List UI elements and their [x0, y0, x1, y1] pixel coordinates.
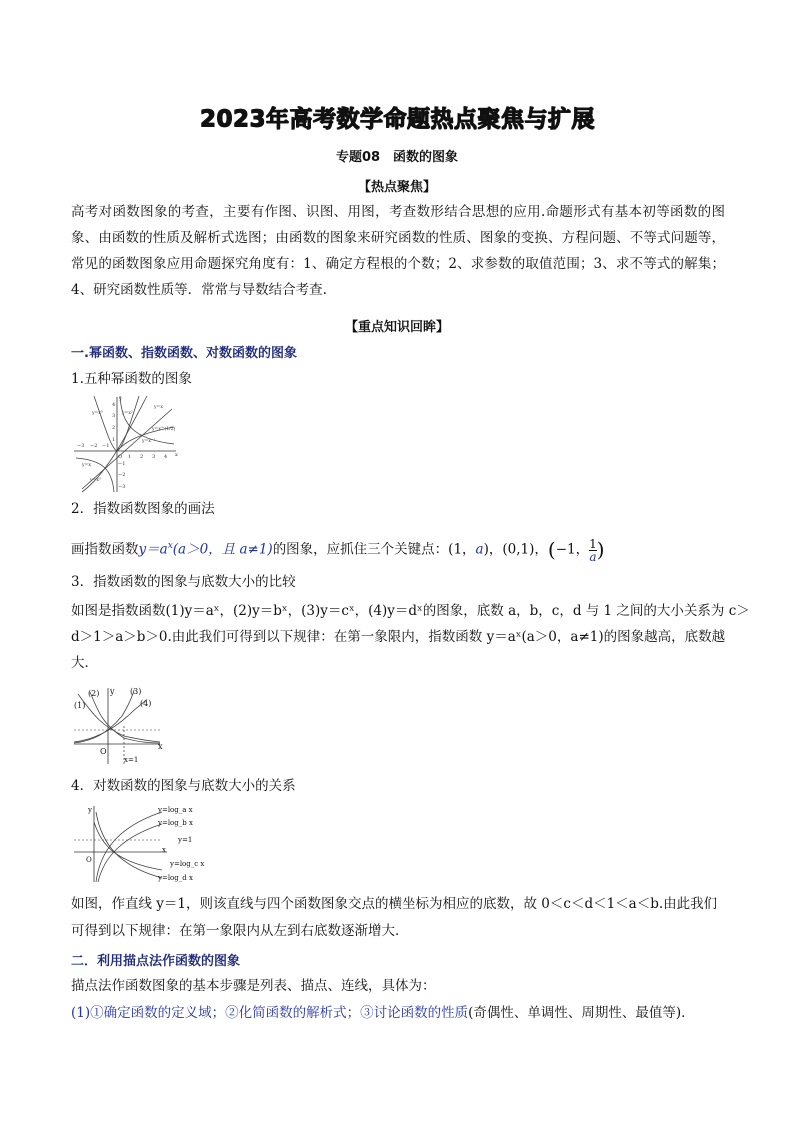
curve-label: y=x^(1/2) — [152, 427, 176, 432]
x-tick: 3 — [152, 454, 156, 460]
axis-x-label: x — [175, 452, 178, 458]
curve-label: (2) — [88, 689, 100, 698]
item3-line1: 如图是指数函数(1)y＝aˣ，(2)y＝bˣ，(3)y＝cˣ，(4)y＝dˣ的图象，底数 a，b，c，d 与 1 之间的大小关系为 c＞ — [71, 603, 750, 619]
y-tick: 3 — [112, 413, 116, 419]
curve-label: y=x — [82, 463, 91, 468]
item3-line2: d＞1＞a＞b＞0.由此我们可得到以下规律：在第一象限内，指数函数 y＝aˣ(a＞0，a≠1)的图象越高，底数越 — [71, 629, 726, 645]
curve-label: y=log_c x — [170, 860, 205, 868]
x-tick: 4 — [164, 454, 168, 460]
item2-label: 2．指数函数图象的画法 — [71, 501, 215, 517]
section1-heading: 一.幂函数、指数函数、对数函数的图象 — [71, 346, 297, 361]
power-function-figure — [72, 394, 182, 494]
item3-line3: 大． — [71, 655, 98, 671]
document-title: 2023年高考数学命题热点聚焦与扩展 — [199, 106, 595, 132]
x-tick: −2 — [90, 443, 98, 449]
curve-label: y=x⁻¹ — [142, 439, 156, 444]
curve-label: y=log_d x — [158, 874, 193, 882]
item2-text: 画指数函数$y=a^x(a>0$，且 a≠1)的图象，应抓住三个关键点：(1，a)，(0,1)，(−1， $\frac{1}{a}$ ) — [71, 536, 605, 564]
x-tick: −3 — [77, 443, 85, 449]
section2-line2: (1)①确定函数的定义域；②化简函数的解析式；③讨论函数的性质(奇偶性、单调性、周期性、最值等)． — [71, 1005, 695, 1021]
x-tick: O — [118, 454, 123, 460]
logarithm-function-figure — [72, 802, 212, 886]
topic-subtitle: 专题08 函数的图象 — [335, 150, 459, 165]
curve-label: (3) — [130, 687, 142, 696]
y-tick: −3 — [118, 484, 126, 490]
curve-label: y=log_b x — [158, 819, 193, 827]
axis-x-label: x — [162, 846, 166, 854]
x-tick: 1 — [128, 454, 132, 460]
curve-label: y=x³ — [92, 411, 103, 416]
curve-label: y=x³ — [90, 478, 101, 483]
y-tick: 1 — [112, 437, 116, 443]
curve-label: (1) — [74, 701, 86, 710]
origin-label: O — [86, 856, 92, 864]
axis-x-label: x — [158, 742, 163, 751]
y-tick: −2 — [118, 472, 126, 478]
item4-label: 4．对数函数的图象与底数大小的关系 — [71, 778, 296, 794]
section2-heading: 二．利用描点法作函数的图象 — [71, 954, 241, 969]
item1-label: 1.五种幂函数的图象 — [71, 371, 192, 387]
axis-y-label: y — [110, 687, 115, 696]
x-tick: 2 — [140, 454, 144, 460]
y-tick: 2 — [112, 425, 116, 431]
item3-label: 3．指数函数的图象与底数大小的比较 — [71, 574, 296, 590]
curve-label: y=x — [154, 405, 163, 410]
vline-label: x=1 — [124, 756, 139, 764]
hot-paragraph: 高考对函数图象的考查，主要有作图、识图、用图，考查数形结合思想的应用.命题形式有基本初等函数的图象、由函数的性质及解析式选图；由函数的图象来研究函数的性质、图象的变换、方程问题、不等式问题等，常见的函数图象应用命题探究角度有：1、确定方程根的个数；2、求参数的取值范围；3、求不等式的解集；4、研究函数性质等．常常与导数结合考查. — [71, 204, 725, 298]
item4-line2: 可得到以下规律：在第一象限内从左到右底数逐渐增大． — [71, 923, 409, 939]
axis-y-label: y — [119, 396, 122, 402]
item4-line1: 如图，作直线 y＝1，则该直线与四个函数图象交点的横坐标为相应的底数，故 0＜c＜d＜1＜a＜b.由此我们 — [71, 896, 718, 912]
curve-label: y=x² — [122, 411, 133, 416]
review-heading: 【重点知识回眸】 — [344, 320, 449, 335]
section2-line1: 描点法作函数图象的基本步骤是列表、描点、连线，具体为： — [71, 978, 436, 994]
x-tick: −1 — [102, 443, 110, 449]
y-tick: −1 — [118, 461, 126, 467]
line-label: y=1 — [178, 836, 193, 844]
origin-label: O — [100, 747, 107, 756]
hot-heading: 【热点聚焦】 — [357, 180, 436, 195]
exponential-function-figure — [72, 686, 167, 768]
curve-label: (4) — [140, 699, 152, 708]
axis-y-label: y — [88, 806, 92, 814]
y-tick: 4 — [112, 402, 116, 408]
curve-label: y=log_a x — [158, 806, 193, 814]
